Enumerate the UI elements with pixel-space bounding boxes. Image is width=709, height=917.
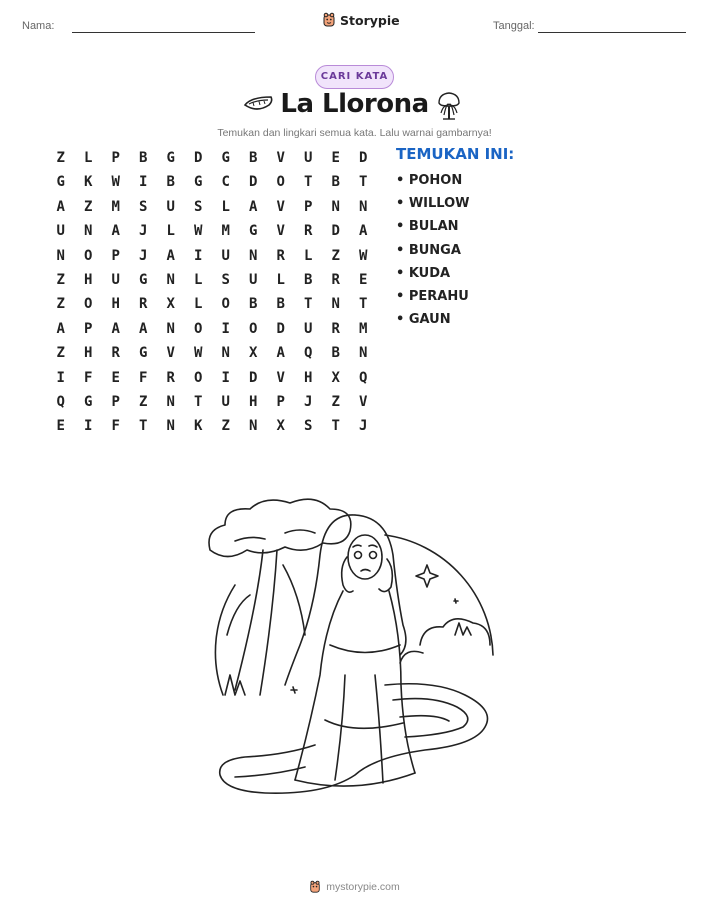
grid-letter[interactable]: Z [56, 345, 65, 362]
storypie-logo-icon [322, 12, 336, 28]
grid-letter[interactable]: A [56, 320, 65, 337]
grid-letter[interactable]: L [221, 198, 230, 215]
grid-letter[interactable]: N [249, 418, 258, 435]
grid-letter[interactable]: A [56, 198, 65, 215]
word-item: • POHON [396, 173, 463, 188]
grid-letter[interactable]: L [84, 150, 93, 166]
grid-letter[interactable]: D [359, 150, 368, 166]
grid-letter[interactable]: X [276, 418, 285, 435]
grid-letter[interactable]: L [276, 271, 285, 288]
willow-tree-icon [435, 91, 463, 121]
grid-letter[interactable]: F [84, 369, 93, 386]
grid-letter[interactable]: D [249, 369, 258, 386]
grid-letter[interactable]: X [331, 369, 340, 386]
grid-letter[interactable]: I [84, 418, 93, 435]
grid-row [47, 366, 377, 390]
word-item: • KUDA [396, 265, 451, 281]
grid-letter[interactable]: A [139, 320, 148, 337]
grid-letter[interactable]: V [276, 223, 285, 240]
grid-letter[interactable]: S [194, 198, 203, 215]
grid-letter[interactable]: O [194, 369, 203, 386]
grid-letter[interactable]: Q [304, 345, 313, 362]
grid-letter[interactable]: X [249, 345, 258, 362]
grid-letter[interactable]: B [249, 150, 258, 166]
grid-letter[interactable]: N [166, 418, 175, 435]
grid-letter[interactable]: P [304, 198, 313, 215]
grid-row [47, 268, 377, 292]
grid-letter[interactable]: Z [56, 296, 65, 313]
grid-letter[interactable]: P [111, 150, 120, 166]
grid-letter[interactable]: G [56, 174, 65, 191]
grid-letter[interactable]: E [331, 150, 340, 166]
grid-letter[interactable]: X [166, 296, 175, 313]
footer-url[interactable]: mystorypie.com [326, 881, 400, 893]
activity-badge: CARI KATA [315, 65, 394, 89]
grid-letter[interactable]: N [166, 271, 175, 288]
word-item: • WILLOW [396, 196, 470, 212]
grid-letter[interactable]: N [359, 345, 368, 362]
grid-letter[interactable]: R [331, 271, 340, 288]
grid-row [47, 219, 377, 243]
grid-letter[interactable]: B [249, 296, 258, 313]
grid-letter[interactable]: M [111, 198, 120, 215]
grid-letter[interactable]: S [139, 198, 148, 215]
grid-letter[interactable]: I [221, 369, 230, 386]
grid-letter[interactable]: J [359, 418, 368, 435]
grid-letter[interactable]: R [304, 223, 313, 240]
word-item: • BULAN [396, 219, 459, 235]
grid-letter[interactable]: T [139, 418, 148, 435]
grid-letter[interactable]: Q [359, 369, 368, 386]
grid-letter[interactable]: V [276, 150, 285, 166]
grid-row [47, 341, 377, 365]
grid-letter[interactable]: A [111, 223, 120, 240]
grid-letter[interactable]: E [111, 369, 120, 386]
grid-letter[interactable]: I [194, 247, 203, 264]
grid-letter[interactable]: J [139, 247, 148, 264]
grid-letter[interactable]: Z [331, 247, 340, 264]
grid-letter[interactable]: O [194, 320, 203, 337]
grid-letter[interactable]: S [304, 418, 313, 435]
footer [0, 880, 709, 894]
date-line[interactable] [538, 32, 686, 33]
grid-letter[interactable]: V [166, 345, 175, 362]
grid-letter[interactable]: I [56, 369, 65, 386]
grid-letter[interactable]: Z [139, 393, 148, 410]
grid-letter[interactable]: N [331, 198, 340, 215]
grid-letter[interactable]: A [359, 223, 368, 240]
grid-letter[interactable]: L [166, 223, 175, 240]
grid-letter[interactable]: L [194, 296, 203, 313]
grid-row [47, 292, 377, 316]
grid-row [47, 414, 377, 438]
grid-letter[interactable]: T [359, 174, 368, 191]
grid-row [47, 195, 377, 219]
grid-letter[interactable]: A [111, 320, 120, 337]
grid-letter[interactable]: D [194, 150, 203, 166]
brand-name: Storypie [340, 12, 400, 28]
grid-letter[interactable]: I [221, 320, 230, 337]
grid-letter[interactable]: G [249, 223, 258, 240]
grid-letter[interactable]: G [139, 271, 148, 288]
brand [322, 12, 400, 28]
name-label: Nama: [22, 20, 55, 32]
grid-letter[interactable]: N [359, 198, 368, 215]
grid-letter[interactable]: D [249, 174, 258, 191]
grid-letter[interactable]: R [111, 345, 120, 362]
grid-letter[interactable]: W [194, 223, 203, 240]
grid-letter[interactable]: P [111, 247, 120, 264]
grid-row [47, 390, 377, 414]
grid-letter[interactable]: N [221, 345, 230, 362]
grid-letter[interactable]: R [331, 320, 340, 337]
grid-letter[interactable]: V [276, 369, 285, 386]
grid-letter[interactable]: L [304, 247, 313, 264]
grid-row [47, 146, 377, 170]
grid-letter[interactable]: Q [56, 393, 65, 410]
grid-letter[interactable]: B [304, 271, 313, 288]
la-llorona-coloring-illustration[interactable] [205, 495, 505, 800]
grid-letter[interactable]: W [111, 174, 120, 191]
grid-letter[interactable]: O [84, 247, 93, 264]
grid-letter[interactable]: C [221, 174, 230, 191]
date-label: Tanggal: [493, 20, 535, 32]
grid-letter[interactable]: Z [56, 150, 65, 166]
grid-letter[interactable]: T [331, 418, 340, 435]
grid-letter[interactable]: T [194, 393, 203, 410]
grid-letter[interactable]: H [111, 296, 120, 313]
grid-letter[interactable]: H [249, 393, 258, 410]
grid-letter[interactable]: B [276, 296, 285, 313]
grid-letter[interactable]: H [304, 369, 313, 386]
grid-letter[interactable]: U [221, 393, 230, 410]
grid-letter[interactable]: V [359, 393, 368, 410]
grid-letter[interactable]: W [194, 345, 203, 362]
grid-letter[interactable]: U [221, 247, 230, 264]
word-item: • GAUN [396, 312, 451, 328]
word-item: • BUNGA [396, 242, 461, 258]
grid-letter[interactable]: O [249, 320, 258, 337]
grid-letter[interactable]: S [221, 271, 230, 288]
grid-letter[interactable]: W [359, 247, 368, 264]
grid-letter[interactable]: T [304, 296, 313, 313]
grid-letter[interactable]: D [276, 320, 285, 337]
grid-letter[interactable]: H [84, 345, 93, 362]
grid-letter[interactable]: P [111, 393, 120, 410]
grid-letter[interactable]: E [359, 271, 368, 288]
grid-letter[interactable]: U [166, 198, 175, 215]
find-list-title: TEMUKAN INI: [396, 145, 515, 163]
word-list [396, 171, 470, 333]
grid-letter[interactable]: R [139, 296, 148, 313]
grid-letter[interactable]: K [84, 174, 93, 191]
grid-letter[interactable]: B [331, 345, 340, 362]
grid-letter[interactable]: B [166, 174, 175, 191]
grid-letter[interactable]: M [221, 223, 230, 240]
word-item: • PERAHU [396, 288, 469, 304]
grid-row [47, 170, 377, 194]
grid-letter[interactable]: N [84, 223, 93, 240]
grid-letter[interactable]: O [84, 296, 93, 313]
page-title: La Llorona [280, 89, 429, 119]
grid-letter[interactable]: U [249, 271, 258, 288]
grid-letter[interactable]: J [304, 393, 313, 410]
grid-letter[interactable]: G [221, 150, 230, 166]
grid-letter[interactable]: J [139, 223, 148, 240]
grid-letter[interactable]: N [166, 320, 175, 337]
grid-letter[interactable]: G [84, 393, 93, 410]
grid-letter[interactable]: D [331, 223, 340, 240]
grid-letter[interactable]: N [331, 296, 340, 313]
grid-letter[interactable]: B [331, 174, 340, 191]
grid-letter[interactable]: N [249, 247, 258, 264]
grid-letter[interactable]: P [276, 393, 285, 410]
grid-letter[interactable]: E [56, 418, 65, 435]
grid-row [47, 317, 377, 341]
grid-letter[interactable]: T [304, 174, 313, 191]
grid-letter[interactable]: A [249, 198, 258, 215]
instructions: Temukan dan lingkari semua kata. Lalu warnai gambarnya! [217, 127, 492, 139]
word-search-grid [47, 146, 377, 439]
grid-letter[interactable]: H [84, 271, 93, 288]
grid-letter[interactable]: P [84, 320, 93, 337]
grid-letter[interactable]: G [166, 150, 175, 166]
grid-letter[interactable]: T [359, 296, 368, 313]
grid-letter[interactable]: A [166, 247, 175, 264]
grid-row [47, 244, 377, 268]
grid-letter[interactable]: N [166, 393, 175, 410]
grid-letter[interactable]: U [304, 150, 313, 166]
grid-letter[interactable]: L [194, 271, 203, 288]
storypie-logo-icon [309, 880, 321, 894]
grid-letter[interactable]: Z [331, 393, 340, 410]
grid-letter[interactable]: O [276, 174, 285, 191]
grid-letter[interactable]: I [139, 174, 148, 191]
grid-letter[interactable]: U [111, 271, 120, 288]
grid-letter[interactable]: F [139, 369, 148, 386]
grid-letter[interactable]: R [166, 369, 175, 386]
grid-letter[interactable]: Z [84, 198, 93, 215]
grid-letter[interactable]: F [111, 418, 120, 435]
grid-letter[interactable]: A [276, 345, 285, 362]
grid-letter[interactable]: N [56, 247, 65, 264]
grid-letter[interactable]: Z [221, 418, 230, 435]
grid-letter[interactable]: M [359, 320, 368, 337]
grid-letter[interactable]: G [139, 345, 148, 362]
name-line[interactable] [72, 32, 255, 33]
grid-letter[interactable]: Z [56, 271, 65, 288]
grid-letter[interactable]: K [194, 418, 203, 435]
grid-letter[interactable]: O [221, 296, 230, 313]
grid-letter[interactable]: R [276, 247, 285, 264]
grid-letter[interactable]: V [276, 198, 285, 215]
grid-letter[interactable]: B [139, 150, 148, 166]
grid-letter[interactable]: U [56, 223, 65, 240]
grid-letter[interactable]: U [304, 320, 313, 337]
grid-letter[interactable]: G [194, 174, 203, 191]
